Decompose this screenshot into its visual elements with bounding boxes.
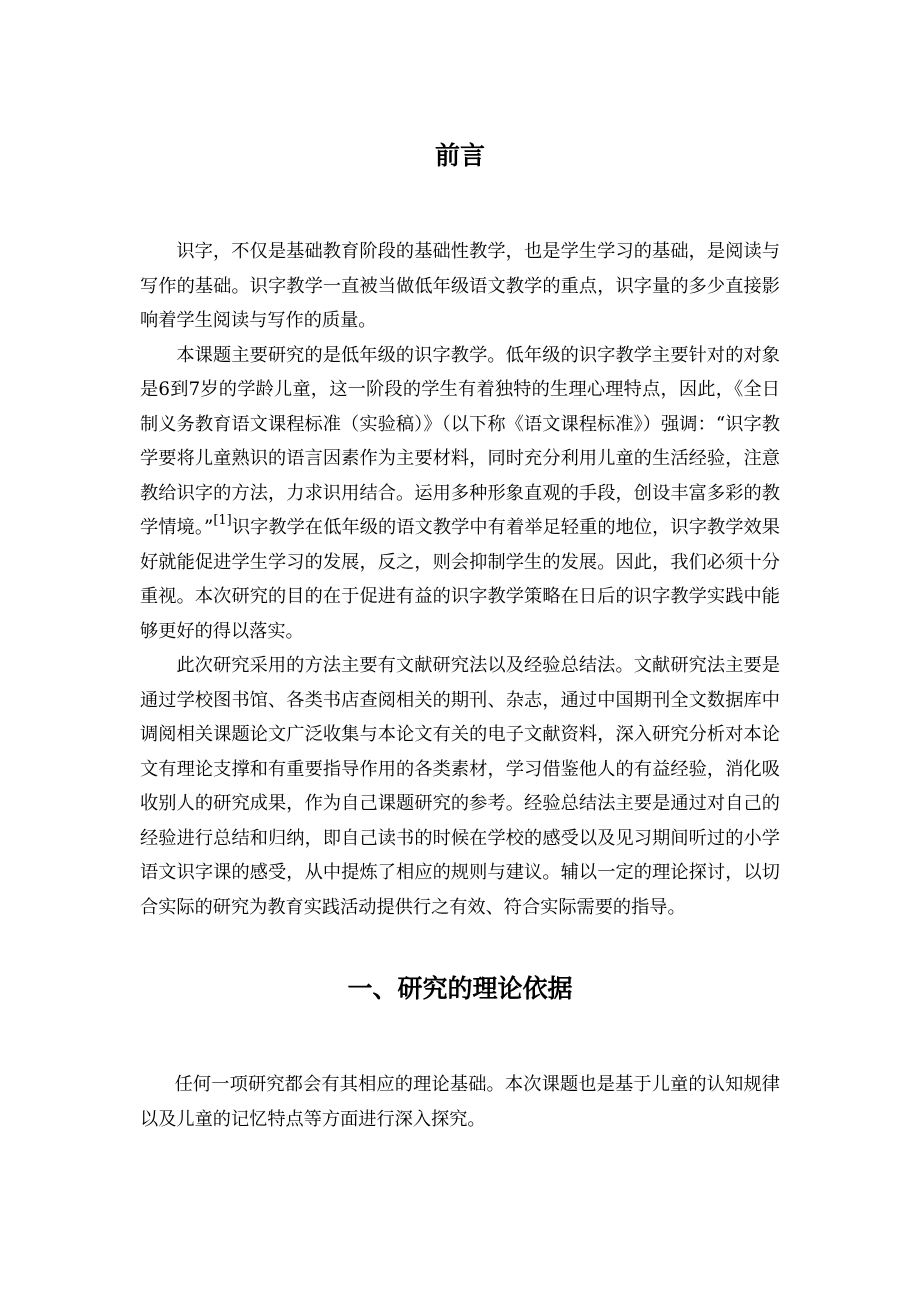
preface-paragraph-1: 识字，不仅是基础教育阶段的基础性教学，也是学生学习的基础，是阅读与写作的基础。识字教学一直被当做低年级语文教学的重点，识字量的多少直接影响着学生阅读与写作的质量。 <box>140 241 780 331</box>
paragraph-text-before-citation: 本课题主要研究的是低年级的识字教学。低年级的识字教学主要针对的对象是6到7岁的学龄儿童，这一阶段的学生有着独特的生理心理特点，因此，《全日制义务教育语文课程标准（实验稿）》（以下称《语文课程标准》）强调：“识字教学要将儿童熟识的语言因素作为主要材料，同时充分利用儿童的生活经验，注意教给识字的方法，力求识用结合。运用多种形象直观的手段，创设丰富多彩的教学情境。” <box>140 344 780 538</box>
preface-paragraph-3: 此次研究采用的方法主要有文献研究法以及经验总结法。文献研究法主要是通过学校图书馆、各类书店查阅相关的期刊、杂志，通过中国期刊全文数据库中调阅相关课题论文广泛收集与本论文有关的电子文献资料，深入研究分析对本论文有理论支撑和有重要指导作用的各类素材，学习借鉴他人的有益经验，消化吸收别人的研究成果，作为自己课题研究的参考。经验总结法主要是通过对自己的经验进行总结和归纳，即自己读书的时候在学校的感受以及见习期间听过的小学语文识字课的感受，从中提炼了相应的规则与建议。辅以一定的理论探讨，以切合实际的研究为教育实践活动提供行之有效、符合实际需要的指导。 <box>140 655 780 918</box>
preface-paragraph-2 <box>140 339 780 650</box>
paragraph-text-after-citation: 识字教学在低年级的语文教学中有着举足轻重的地位，识字教学效果好就能促进学生学习的发展，反之，则会抑制学生的发展。因此，我们必须十分重视。本次研究的目的在于促进有益的识字教学策略在日后的识字教学实践中能够更好的得以落实。 <box>140 517 780 642</box>
citation-marker: [1] <box>213 512 232 528</box>
section-1-heading: 一、研究的理论依据 <box>347 974 573 1003</box>
section-1-body <box>140 1068 780 1137</box>
section-1-paragraph-1: 任何一项研究都会有其相应的理论基础。本次课题也是基于儿童的认知规律以及儿童的记忆特点等方面进行深入探究。 <box>140 1074 780 1130</box>
preface-body <box>140 235 780 925</box>
preface-heading: 前言 <box>434 141 485 170</box>
